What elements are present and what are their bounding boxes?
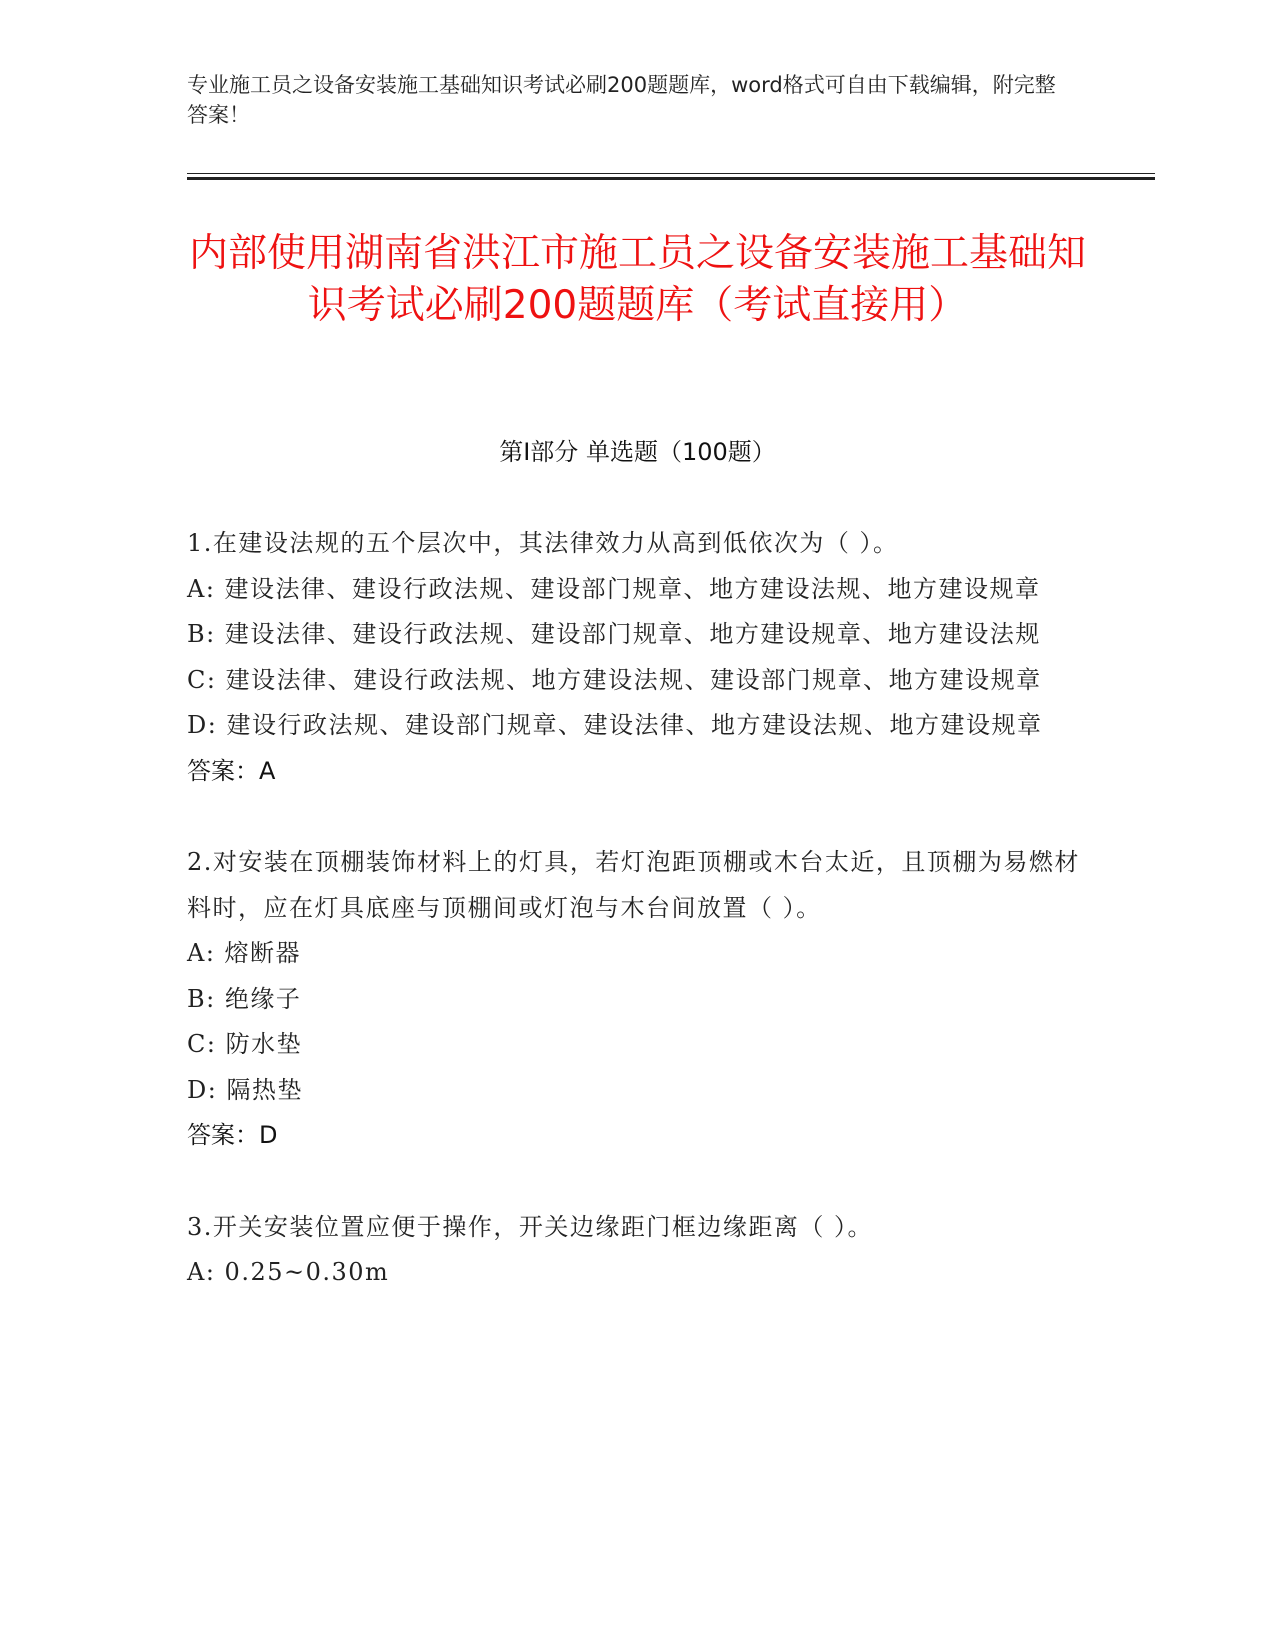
option-a: A: 建设法律、建设行政法规、建设部门规章、地方建设法规、地方建设规章 [187,574,1041,603]
option-b: B: 建设法律、建设行政法规、建设部门规章、地方建设规章、地方建设法规 [187,620,1041,648]
header-divider-thick [187,177,1155,180]
option-a: A: 熔断器 [187,939,302,967]
document-title: 内部使用湖南省洪江市施工员之设备安装施工基础知识考试必刷200题题库（考试直接用） [188,231,1086,328]
question-stem: 3.开关安装位置应便于操作，开关边缘距门框边缘距离（ ）。 [187,1212,874,1241]
header-divider-thin [187,173,1155,174]
option-b: B: 绝缘子 [187,984,302,1013]
answer: 答案：D [187,1121,278,1149]
option-d: D: 建设行政法规、建设部门规章、建设法律、地方建设法规、地方建设规章 [187,711,1043,739]
question-stem: 2.对安装在顶棚装饰材料上的灯具，若灯泡距顶棚或木台太近，且顶棚为易燃材料时，应在灯具底座与顶棚间或灯泡与木台间放置（ ）。 [187,848,1080,922]
option-c: C: 防水垫 [187,1030,303,1058]
section-heading: 第Ⅰ部分 单选题（100题） [499,438,776,466]
question-stem: 1.在建设法规的五个层次中，其法律效力从高到低依次为（ ）。 [187,529,899,557]
option-a: A: 0.25~0.30m [187,1258,390,1286]
question-1 [187,521,1088,794]
question-list [187,521,1088,1342]
answer: 答案：A [187,756,276,785]
header-note: 专业施工员之设备安装施工基础知识考试必刷200题题库，word格式可自由下载编辑，附完整答案！ [187,73,1056,127]
option-d: D: 隔热垫 [187,1075,303,1104]
option-c: C: 建设法律、建设行政法规、地方建设法规、建设部门规章、地方建设规章 [187,665,1042,694]
question-3 [187,1205,1088,1296]
question-2 [187,840,1088,1159]
